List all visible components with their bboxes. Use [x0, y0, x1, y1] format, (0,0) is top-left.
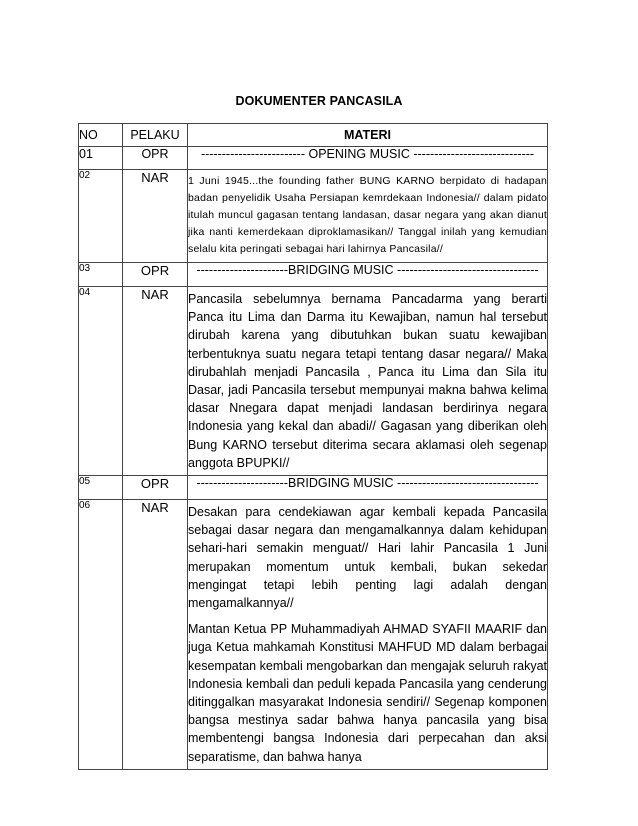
row-materi — [188, 287, 548, 476]
row-pelaku: NAR — [123, 170, 188, 263]
header-pelaku: PELAKU — [123, 124, 188, 147]
bridging-music-cue: ----------------------BRIDGING MUSIC ---------------------------------- — [196, 263, 539, 277]
row-number: 05 — [79, 476, 123, 500]
table-row — [79, 170, 548, 263]
row-pelaku: OPR — [123, 263, 188, 287]
narration-paragraph: Mantan Ketua PP Muhammadiyah AHMAD SYAFII MAARIF dan juga Ketua mahkamah Konstitusi MAHFUD MD dalam berbagai kesempatan kembali mengobarkan dan mengajak seluruh rakyat Indonesia kembali dan peduli kepada Pancasila yang cenderung ditinggalkan masyarakat Indonesia sendiri// Segenap komponen bangsa mestinya sadar bahwa hanya pancasila yang bisa membentengi bangsa Indonesia dari perpecahan dan aksi separatisme, dan bahwa hanya — [188, 622, 547, 764]
opening-music-cue: ------------------------- OPENING MUSIC ----------------------------- — [200, 147, 535, 161]
table-header-row — [79, 124, 548, 147]
row-number: 04 — [79, 287, 123, 476]
row-number: 03 — [79, 263, 123, 287]
bridging-music-cue: ----------------------BRIDGING MUSIC ---------------------------------- — [196, 476, 539, 491]
row-number: 06 — [79, 500, 123, 770]
table-row — [79, 500, 548, 770]
row-number: 01 — [79, 147, 123, 170]
row-materi — [188, 263, 548, 287]
row-materi — [188, 147, 548, 170]
row-materi — [188, 500, 548, 770]
table-row — [79, 287, 548, 476]
row-number: 02 — [79, 170, 123, 263]
row-pelaku: NAR — [123, 287, 188, 476]
narration-paragraph: 1 Juni 1945...the founding father BUNG KARNO berpidato di hadapan badan penyelidik Usaha Persiapan kemrdekaan Indonesia// dalam pidato itulah muncul gagasan tentang landasan, dasar negara yang akan dianut jika nanti kemerdekaan diproklamasikan// Tanggal inilah yang kemudian selalu kita peringati sebagai hari lahirnya Pancasila// — [188, 175, 547, 255]
row-pelaku: OPR — [123, 476, 188, 500]
header-no: NO — [79, 124, 123, 147]
table-row — [79, 476, 548, 500]
header-materi: MATERI — [188, 124, 548, 147]
row-pelaku: OPR — [123, 147, 188, 170]
narration-paragraph: Desakan para cendekiawan agar kembali kepada Pancasila sebagai dasar negara dan mengamalkannya dalam kehidupan sehari-hari semakin menguat// Hari lahir Pancasila 1 Juni merupakan momentum untuk kembali, bukan sekedar mengingat tetapi lebih penting lagi adalah dengan mengamalkannya// — [188, 505, 547, 611]
table-row — [79, 263, 548, 287]
row-pelaku: NAR — [123, 500, 188, 770]
table-row — [79, 147, 548, 170]
row-materi — [188, 476, 548, 500]
script-table — [78, 123, 548, 770]
row-materi — [188, 170, 548, 263]
document-title: DOKUMENTER PANCASILA — [235, 94, 403, 108]
narration-paragraph: Pancasila sebelumnya bernama Pancadarma yang berarti Panca itu Lima dan Darma itu Kewajiban, namun hal tersebut dirubah karena yang dibutuhkan bukan suatu kewajiban terbentuknya suatu negara tetapi tentang dasar negara// Maka dirubahlah menjadi Pancasila , Panca itu Lima dan Sila itu Dasar, jadi Pancasila tersebut mempunyai makna bahwa kelima dasar Nnegara dapat menjadi landasan berdirinya negara Indonesia yang kekal dan abadi// Gagasan yang diberikan oleh Bung KARNO tersebut diterima secara aklamasi oleh segenap anggota BPUPKI// — [188, 292, 547, 470]
